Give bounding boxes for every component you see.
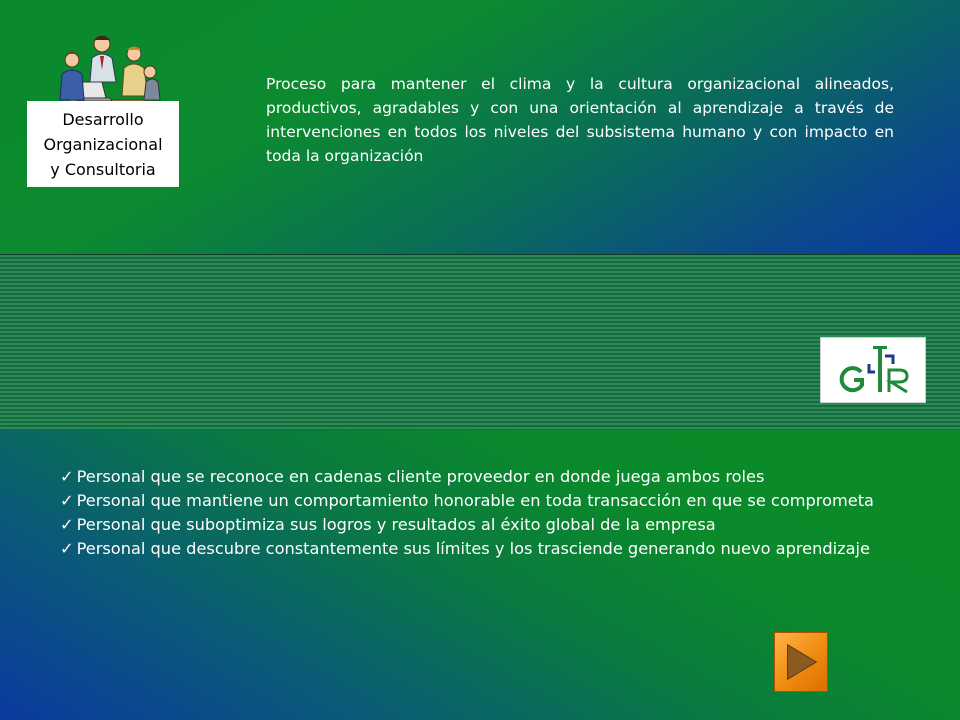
bullet-text: Personal que se reconoce en cadenas cliente proveedor en donde juega ambos roles [76,467,765,486]
bullet-list [60,465,894,561]
title-line-2: Organizacional [43,134,163,154]
bullet-text: Personal que suboptimiza sus logros y resultados al éxito global de la empresa [76,515,716,534]
list-item [60,489,894,513]
bullet-text: Personal que mantiene un comportamiento honorable en toda transacción en que se comprometa [76,491,874,510]
check-icon: ✓ [60,491,74,510]
title-line-3: y Consultoria [50,159,156,179]
title-line-1: Desarrollo [62,109,144,129]
company-logo-icon [821,338,925,402]
check-icon: ✓ [60,467,74,486]
check-icon: ✓ [60,539,74,558]
team-meeting-clipart-icon [50,30,162,110]
title-box [27,101,179,187]
striped-divider-band [0,254,960,432]
bullet-text: Personal que descubre constantemente sus límites y los trasciende generando nuevo aprendizaje [76,539,871,558]
company-logo [820,337,926,403]
list-item [60,537,894,561]
play-next-icon [775,633,827,691]
list-item [60,513,894,537]
list-item [60,465,894,489]
description-paragraph: Proceso para mantener el clima y la cultura organizacional alineados, productivos, agradables y con una orientación al aprendizaje a través de intervenciones en todos los niveles del subsistema humano y con impacto en toda la organización [266,75,894,165]
next-slide-button[interactable] [774,632,828,692]
page-title [43,107,162,182]
check-icon: ✓ [60,515,74,534]
